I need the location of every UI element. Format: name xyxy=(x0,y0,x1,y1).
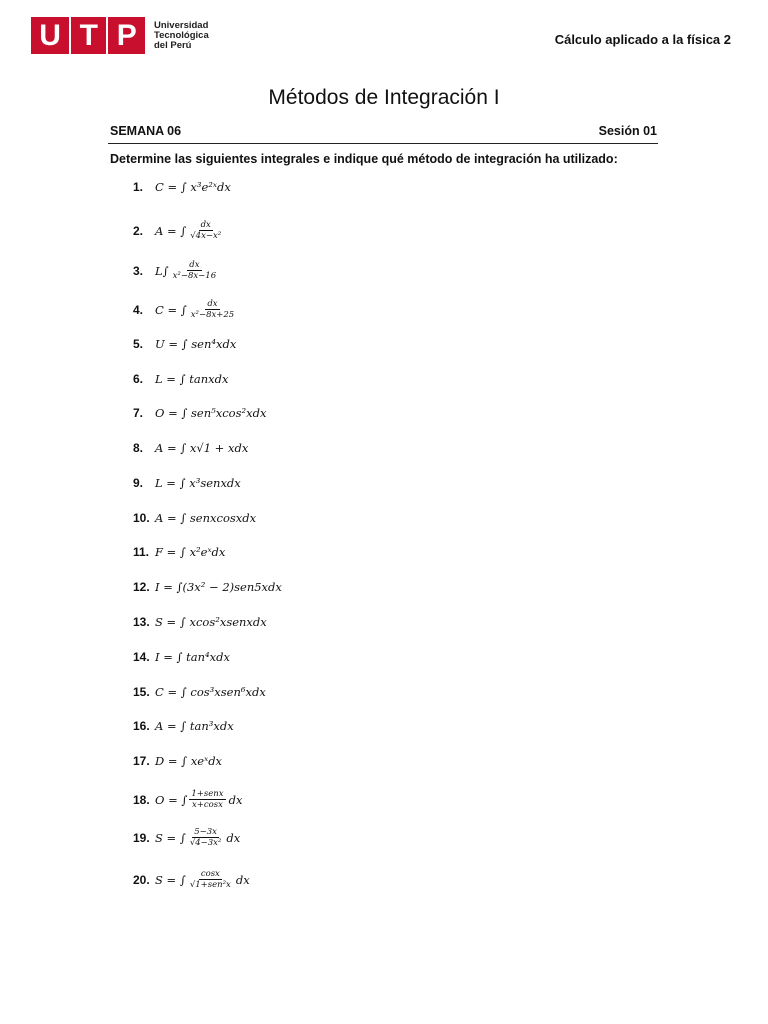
logo-letter-p: P xyxy=(116,18,137,52)
problem-item xyxy=(133,789,242,810)
problem-fraction xyxy=(188,827,224,848)
problem-expression: I = ∫(3x² − 2)sen5xdx xyxy=(155,580,282,594)
problem-number: 19. xyxy=(133,830,150,845)
fraction-denominator: x²−8x+25 xyxy=(190,310,235,320)
fraction-numerator: dx xyxy=(207,299,218,309)
problem-number: 4. xyxy=(133,302,144,317)
problem-item xyxy=(133,372,228,386)
problem-fraction xyxy=(189,299,236,320)
logo-text xyxy=(154,21,209,51)
problem-item xyxy=(133,260,220,281)
problem-item xyxy=(133,719,234,733)
problem-number: 3. xyxy=(133,263,144,278)
problem-expression: C = ∫ x³e²ˣdx xyxy=(155,180,231,194)
problem-number: 2. xyxy=(133,223,144,238)
problem-number: 17. xyxy=(133,754,150,768)
problem-expression: S = ∫ xyxy=(155,830,186,845)
problem-item xyxy=(133,685,266,699)
problem-item xyxy=(133,580,282,594)
week-label: SEMANA 06 xyxy=(110,124,182,138)
problem-expression: L = ∫ x³senxdx xyxy=(155,476,241,490)
fraction-numerator: 1+senx xyxy=(191,789,224,799)
problem-item xyxy=(133,511,256,525)
fraction-denominator: √4−3x² xyxy=(189,838,222,848)
problem-differential: dx xyxy=(228,792,243,807)
logo-text-line: Universidad xyxy=(154,19,209,31)
problem-item xyxy=(133,615,267,629)
logo-divider xyxy=(69,17,71,54)
logo-text-line: Tecnológica xyxy=(154,29,209,41)
problem-expression: F = ∫ x²eˣdx xyxy=(155,545,226,559)
instructions: Determine las siguientes integrales e indique qué método de integración ha utilizado: xyxy=(110,152,618,166)
fraction-numerator: 5−3x xyxy=(194,827,217,837)
problem-item xyxy=(133,545,225,559)
problem-expression: D = ∫ xeˣdx xyxy=(155,754,223,768)
problem-number: 9. xyxy=(133,476,144,490)
problem-differential: dx xyxy=(226,830,241,845)
logo-text-line: del Perú xyxy=(154,39,192,51)
problem-expression: L∫ xyxy=(155,263,169,278)
problem-expression: S = ∫ xcos²xsenxdx xyxy=(155,615,267,629)
problem-number: 12. xyxy=(133,580,150,594)
problem-number: 13. xyxy=(133,615,150,629)
problem-expression: A = ∫ senxcosxdx xyxy=(155,511,257,525)
problem-item xyxy=(133,827,240,848)
problem-item xyxy=(133,406,266,420)
problem-expression: O = ∫ xyxy=(155,792,188,807)
fraction-denominator: √1+sen²x xyxy=(189,880,231,890)
problem-expression: I = ∫ tan⁴xdx xyxy=(155,650,230,664)
fraction-numerator: dx xyxy=(189,260,200,270)
problem-fraction xyxy=(189,789,225,810)
problem-expression: A = ∫ xyxy=(155,223,187,238)
problem-number: 16. xyxy=(133,719,150,733)
problem-expression: C = ∫ cos³xsen⁶xdx xyxy=(155,685,266,699)
page-title: Métodos de Integración I xyxy=(268,86,500,109)
problem-number: 7. xyxy=(133,406,144,420)
fraction-denominator: √4x−x² xyxy=(190,231,222,241)
session-label: Sesión 01 xyxy=(598,124,657,138)
problem-expression: O = ∫ sen⁵xcos²xdx xyxy=(155,406,267,420)
problem-item xyxy=(133,869,250,890)
problem-item xyxy=(133,337,236,351)
problem-number: 15. xyxy=(133,685,150,699)
fraction-numerator: dx xyxy=(200,220,211,230)
problem-item xyxy=(133,476,241,490)
problem-item xyxy=(133,754,222,768)
problem-expression: L = ∫ tanxdx xyxy=(155,372,229,386)
problem-expression: A = ∫ tan³xdx xyxy=(155,719,234,733)
logo-divider xyxy=(106,17,108,54)
problem-number: 11. xyxy=(133,545,150,559)
logo-letter-t: T xyxy=(79,18,98,52)
fraction-numerator: cosx xyxy=(200,869,220,879)
problem-item xyxy=(133,180,231,194)
problem-number: 8. xyxy=(133,441,144,455)
problem-expression: A = ∫ x√1 + xdx xyxy=(155,441,249,455)
problem-fraction xyxy=(188,869,233,890)
problem-fraction xyxy=(171,260,218,281)
logo-letter-u: U xyxy=(39,18,61,52)
problem-number: 20. xyxy=(133,872,150,887)
week-row xyxy=(110,124,657,138)
problem-item xyxy=(133,220,225,241)
problem-number: 5. xyxy=(133,337,144,351)
problem-number: 14. xyxy=(133,650,150,664)
fraction-denominator: x+cosx xyxy=(192,800,223,810)
problem-item xyxy=(133,650,230,664)
logo-box xyxy=(31,17,145,54)
problem-number: 18. xyxy=(133,792,150,807)
problem-expression: S = ∫ xyxy=(155,872,186,887)
problem-number: 1. xyxy=(133,180,144,194)
problem-differential: dx xyxy=(235,872,250,887)
header-rule xyxy=(108,143,658,144)
problem-expression: C = ∫ xyxy=(155,302,187,317)
problem-item xyxy=(133,299,238,320)
problem-fraction xyxy=(188,220,223,241)
problem-number: 6. xyxy=(133,372,144,386)
problem-number: 10. xyxy=(133,511,150,525)
problem-item xyxy=(133,441,248,455)
utp-logo xyxy=(31,17,209,54)
course-name: Cálculo aplicado a la física 2 xyxy=(554,32,731,47)
problem-expression: U = ∫ sen⁴xdx xyxy=(155,337,237,351)
fraction-denominator: x²−8x−16 xyxy=(172,271,217,281)
